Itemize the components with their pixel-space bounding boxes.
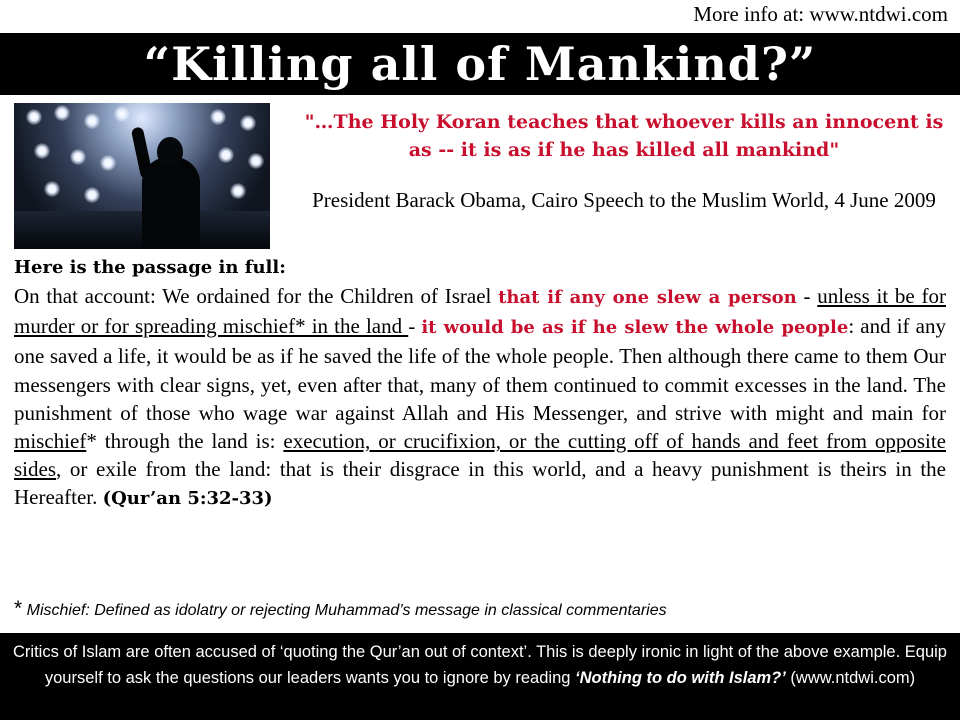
- obama-quote: "…The Holy Koran teaches that whoever kills an innocent is as -- it is as if he has killed all mankind": [304, 111, 944, 161]
- quran-passage: [14, 252, 946, 514]
- footer-book-title: ‘Nothing to do with Islam?’: [575, 669, 786, 687]
- footnote-text: Mischief: Defined as idolatry or rejecting Muhammad’s message in classical commentaries: [22, 602, 667, 619]
- footnote-star: *: [14, 597, 23, 620]
- speaker-at-podium-photo: [14, 103, 270, 249]
- more-info-link[interactable]: More info at: www.ntdwi.com: [693, 2, 948, 26]
- passage-text: -: [408, 314, 422, 339]
- passage-text: , or exile from the land: that is their disgrace in this world, and a heavy punishment is theirs in the Hereafter.: [14, 457, 946, 510]
- highlight-slew-person: that if any one slew a person: [498, 287, 797, 308]
- footer-bar: [0, 633, 960, 720]
- passage-heading: Here is the passage in full:: [14, 257, 286, 278]
- passage-text: * through the land is:: [86, 429, 284, 454]
- passage-text: On that account: We ordained for the Children of Israel: [14, 284, 499, 308]
- footnote: [14, 597, 946, 621]
- title-bar: [0, 33, 960, 95]
- underline-unless: unless: [817, 284, 870, 308]
- passage-reference: (Qur’an 5:32-33): [102, 488, 273, 510]
- highlight-whole-people: it would be as if he slew the whole people: [421, 317, 849, 339]
- underline-murder-mischief: it be for murder or for spreading mischief* in the land: [14, 284, 946, 339]
- page-title: “Killing all of Mankind?”: [143, 37, 817, 91]
- quote-attribution: President Barack Obama, Cairo Speech to the Muslim World, 4 June 2009: [312, 188, 936, 212]
- footer-text: Critics of Islam are often accused of ‘quoting the Qur’an out of context’. This is deeply ironic in light of the above example. Equip yourself to ask the questions our leaders wants you to ignore by reading: [13, 643, 947, 687]
- passage-text: -: [796, 284, 818, 308]
- underline-mischief: mischief: [14, 429, 87, 454]
- passage-text: : and if any one saved a life, it would be as if he saved the life of the whole people. Then although there came to them Our messengers with clear signs, yet, even after that, many of them continued to commit excesses in the land. The punishment of those who wage war against Allah and His Messenger, and strive with might and main for: [14, 314, 946, 425]
- underline-punishments: execution, or crucifixion, or the cutting off of hands and feet from opposite sides: [14, 429, 946, 482]
- footer-url: (www.ntdwi.com): [785, 669, 916, 687]
- quote-block: [296, 108, 952, 214]
